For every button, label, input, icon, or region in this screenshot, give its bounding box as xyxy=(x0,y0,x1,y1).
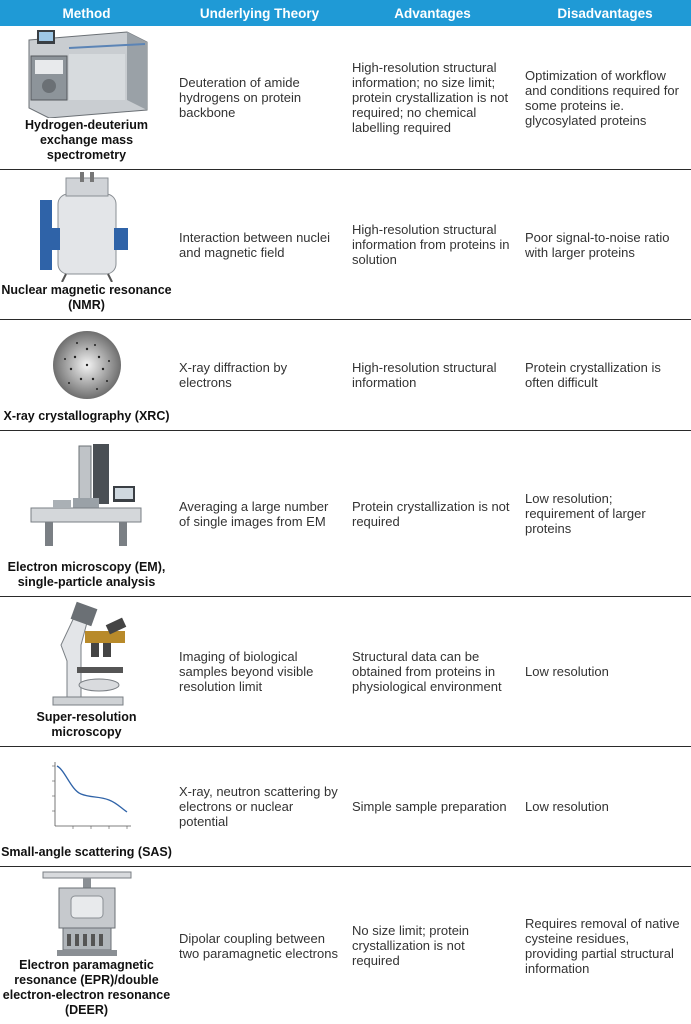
advantages-cell: Simple sample preparation xyxy=(352,799,507,814)
theory-cell: Interaction between nuclei and magnetic field xyxy=(179,229,331,260)
disadvantages-cell: Optimization of workflow and conditions required for some proteins ie. glycosylated proteins xyxy=(525,67,679,128)
table-header xyxy=(0,0,691,26)
method-name: Electron microscopy (EM), single-particle analysis xyxy=(7,560,166,589)
diffraction-pattern-icon xyxy=(51,329,123,401)
table-row xyxy=(0,170,691,320)
method-name: Electron paramagnetic resonance (EPR)/double electron-electron resonance (DEER) xyxy=(2,958,171,1017)
scattering-curve-icon xyxy=(37,756,137,836)
advantages-cell: Structural data can be obtained from proteins in physiological environment xyxy=(352,649,502,694)
disadvantages-cell: Protein crystallization is often difficult xyxy=(525,360,661,390)
disadvantages-cell: Low resolution xyxy=(525,799,609,814)
method-cell xyxy=(0,747,173,866)
method-cell xyxy=(0,320,173,430)
advantages-cell: Protein crystallization is not required xyxy=(352,498,510,529)
table-row xyxy=(0,867,691,1024)
theory-cell: Deuteration of amide hydrogens on protein backbone xyxy=(179,75,302,120)
table-row xyxy=(0,597,691,747)
method-name: Super-resolution microscopy xyxy=(36,710,137,739)
method-name: Nuclear magnetic resonance (NMR) xyxy=(1,283,172,312)
method-name: Small-angle scattering (SAS) xyxy=(1,845,172,859)
header-advantages: Advantages xyxy=(394,5,471,21)
advantages-cell: No size limit; protein crystallization is not required xyxy=(352,923,470,968)
table-row xyxy=(0,320,691,431)
header-disadvantages: Disadvantages xyxy=(557,5,653,21)
theory-cell: Dipolar coupling between two paramagnetic electrons xyxy=(179,930,338,961)
table-row xyxy=(0,431,691,597)
disadvantages-cell: Requires removal of native cysteine residues, providing partial structural information xyxy=(525,915,680,976)
nmr-magnet-icon xyxy=(32,172,142,282)
advantages-cell: High-resolution structural information; no size limit; protein crystallization is not required; no chemical labelling required xyxy=(352,60,509,135)
theory-cell: X-ray diffraction by electrons xyxy=(179,360,288,390)
theory-cell: Averaging a large number of single images from EM xyxy=(179,498,329,529)
method-cell xyxy=(0,26,173,169)
advantages-cell: High-resolution structural information xyxy=(352,360,497,390)
epr-spectrometer-icon xyxy=(37,868,137,958)
electron-microscope-icon xyxy=(27,442,147,550)
method-cell xyxy=(0,867,173,1024)
method-cell xyxy=(0,431,173,596)
light-microscope-icon xyxy=(37,601,137,707)
mass-spectrometer-icon xyxy=(17,26,157,118)
method-name: X-ray crystallography (XRC) xyxy=(3,409,170,423)
disadvantages-cell: Low resolution xyxy=(525,664,609,679)
theory-cell: Imaging of biological samples beyond visible resolution limit xyxy=(179,649,314,694)
header-method: Method xyxy=(62,5,111,21)
theory-cell: X-ray, neutron scattering by electrons or nuclear potential xyxy=(179,784,338,829)
advantages-cell: High-resolution structural information from proteins in solution xyxy=(352,222,510,267)
method-name: Hydrogen-deuterium exchange mass spectrometry xyxy=(25,118,148,162)
method-cell xyxy=(0,170,173,319)
table-row xyxy=(0,747,691,867)
table-row xyxy=(0,26,691,170)
disadvantages-cell: Poor signal-to-noise ratio with larger proteins xyxy=(525,229,670,260)
method-cell xyxy=(0,597,173,746)
disadvantages-cell: Low resolution; requirement of larger proteins xyxy=(525,491,646,536)
header-theory: Underlying Theory xyxy=(199,5,320,21)
